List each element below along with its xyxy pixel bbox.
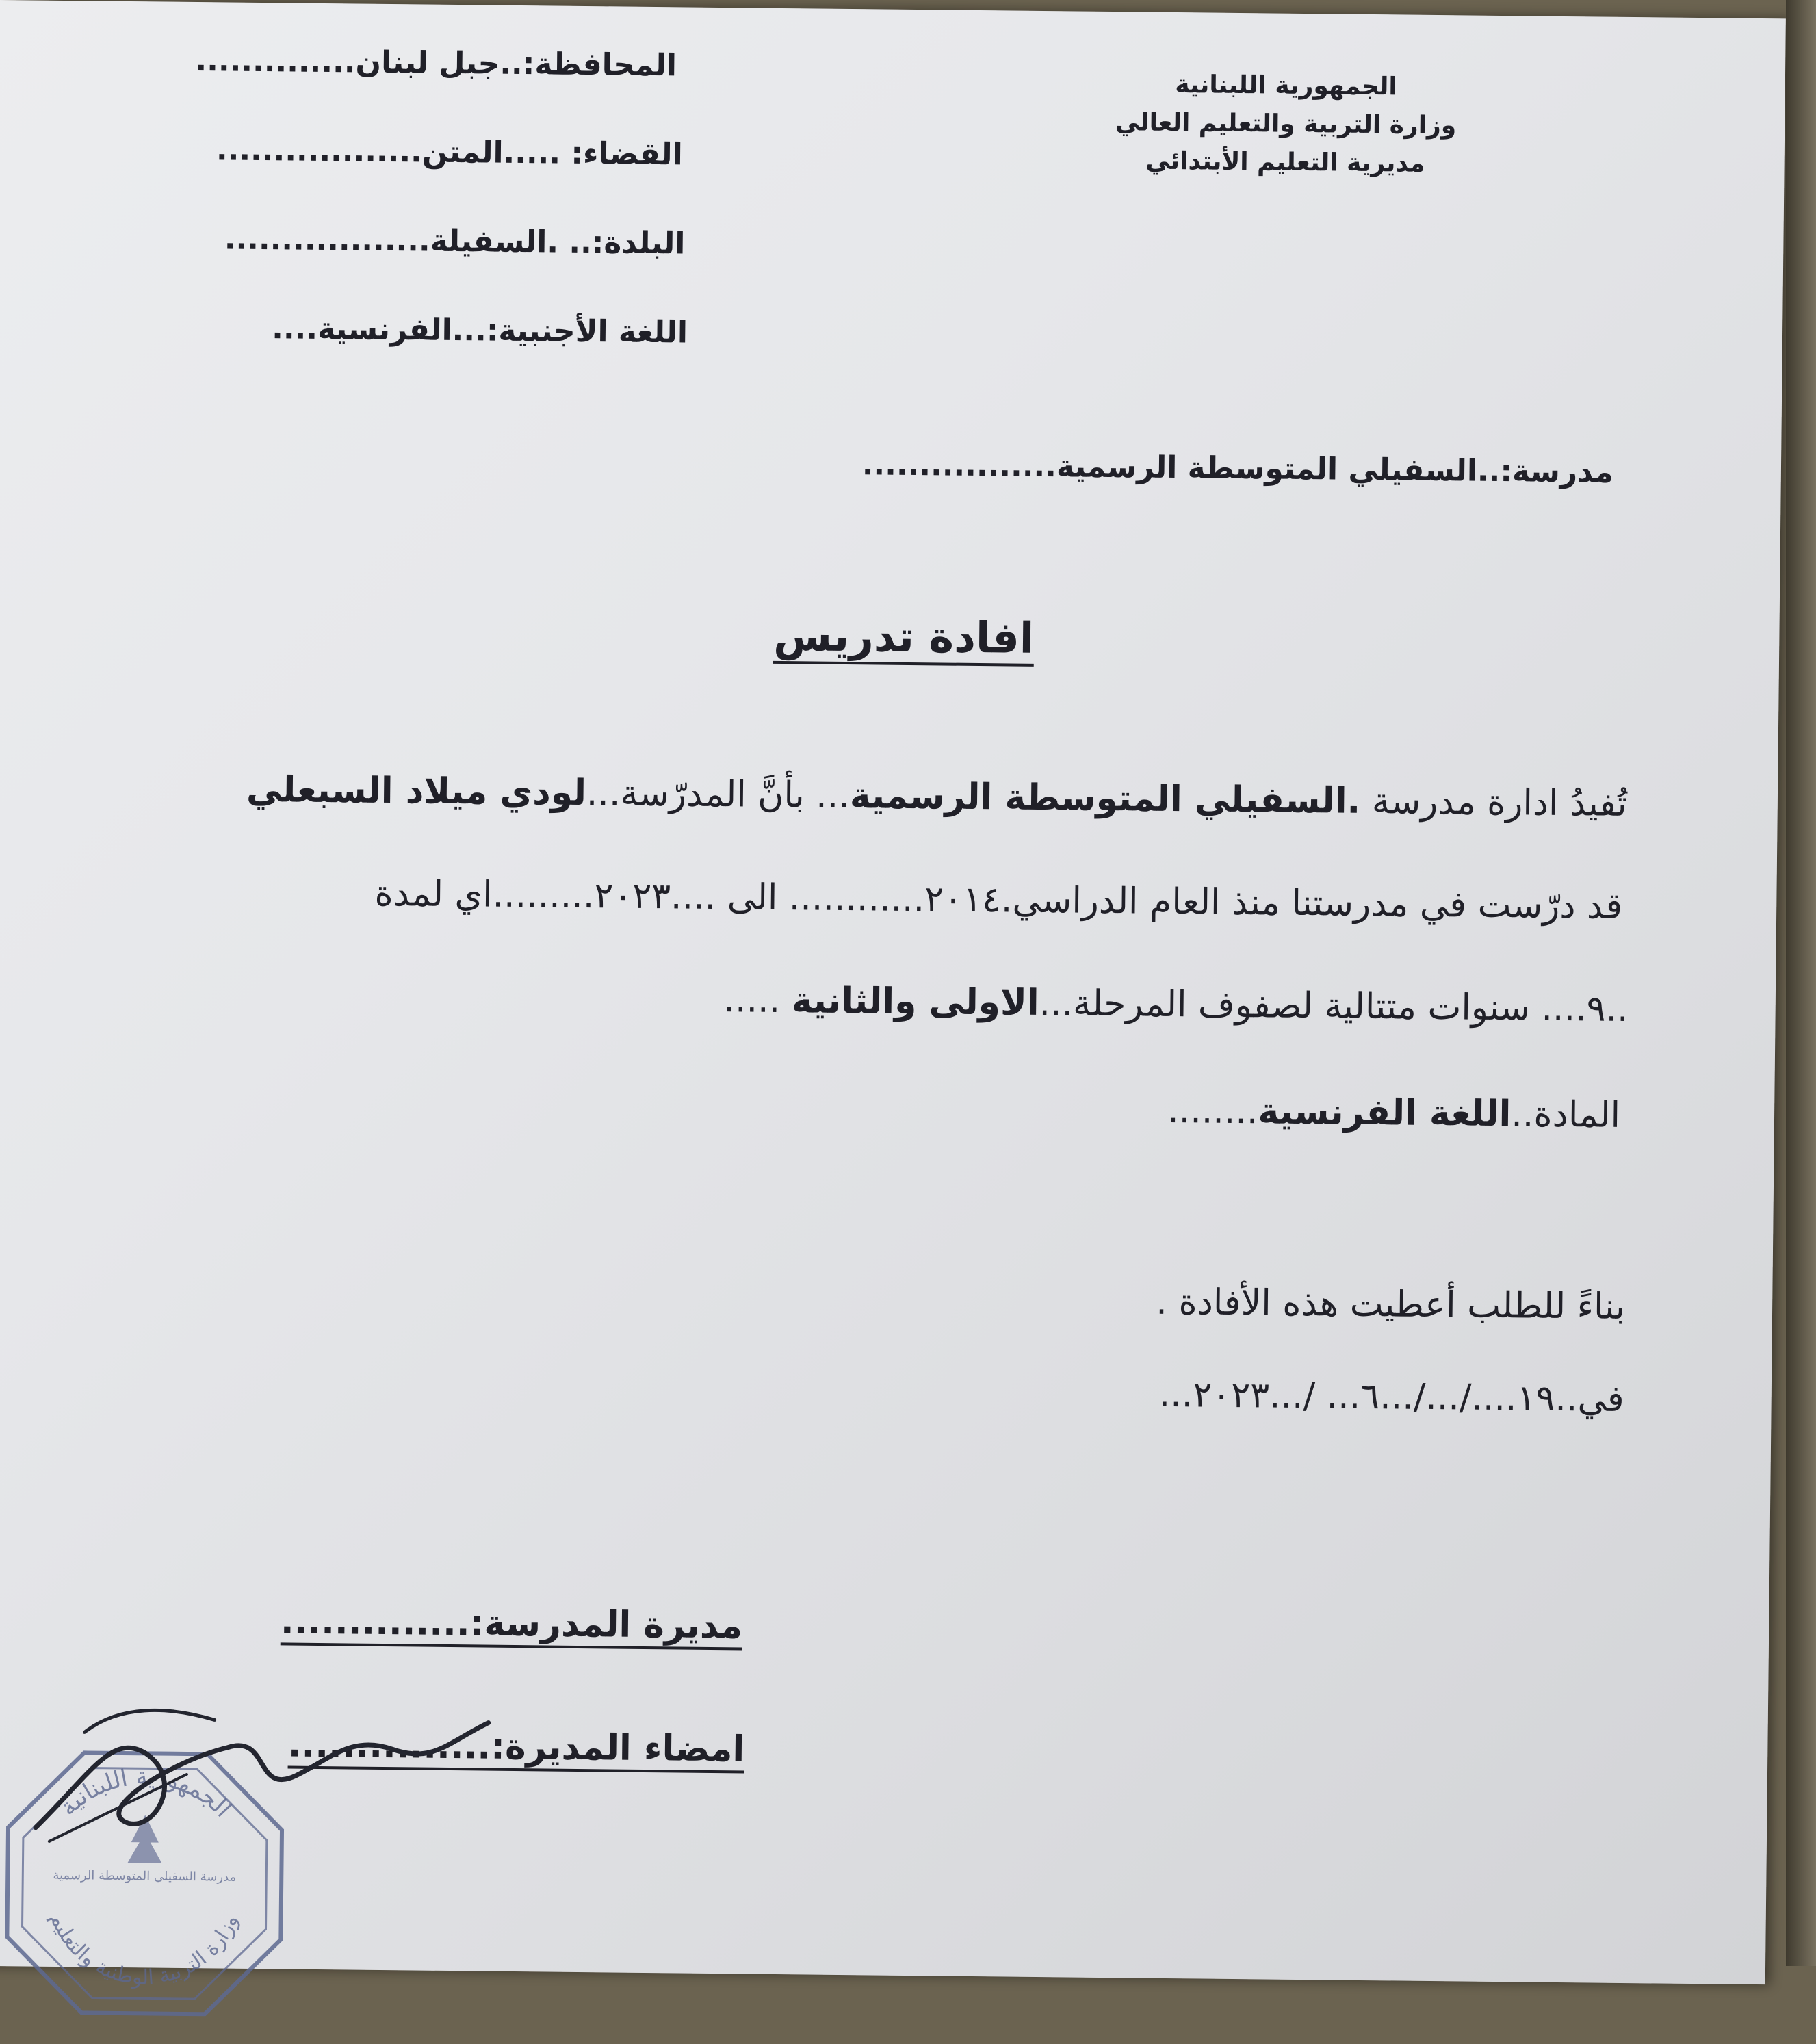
stamp-bottom-text: وزارة التربية الوطنية والتعليم xyxy=(44,1909,244,1990)
body-line-1-a: تُفيدُ ادارة مدرسة xyxy=(1360,780,1628,825)
director-label: مديرة المدرسة:.............. xyxy=(280,1601,743,1647)
governorate-field: المحافظة:..جبل لبنان.............. xyxy=(195,42,677,83)
document-title: افادة تدريس xyxy=(773,610,1035,663)
letterhead-directorate: مديرية التعليم الأبتدائي xyxy=(1145,146,1425,178)
body-line-2: قد درّست في مدرستنا منذ العام الدراسي.٢٠١٤............ الى ....٢٠٢٣.........اي لمدة xyxy=(374,872,1623,927)
subject-dots: ........ xyxy=(1167,1089,1258,1133)
school-name: .السفيلي المتوسطة الرسمية xyxy=(849,775,1361,822)
district-field: القضاء: .....المتن.................. xyxy=(216,132,683,172)
body-line-3 xyxy=(723,979,1629,1030)
stamp-center-text: مدرسة السفيلي المتوسطة الرسمية xyxy=(53,1867,237,1885)
school-line: مدرسة:..السفيلي المتوسطة الرسمية................. xyxy=(861,447,1614,490)
subject-label: المادة.. xyxy=(1511,1094,1621,1136)
teacher-name: لودي ميلاد السبعلي xyxy=(246,768,587,814)
date-line: في..١٩..../.../...٦... /...٢٠٢٣... xyxy=(1158,1373,1625,1420)
director-signature-label: امضاء المديرة:............... xyxy=(287,1724,745,1770)
subject-value: اللغة الفرنسية xyxy=(1258,1091,1512,1135)
body-line-1-b: ... بأنَّ المدرّسة... xyxy=(586,773,851,817)
foreign-language-field: اللغة الأجنبية:...الفرنسية.... xyxy=(272,311,688,350)
letterhead xyxy=(1115,66,1457,185)
background-surface xyxy=(1786,0,1816,1966)
handwritten-signature xyxy=(8,1690,503,1867)
subject-line xyxy=(1167,1090,1620,1136)
letterhead-republic: الجمهورية اللبنانية xyxy=(1175,70,1397,101)
years-count: ..٩.... سنوات متتالية لصفوف المرحلة... xyxy=(1039,982,1629,1030)
stamp-top-text: الجمهورية اللبنانية xyxy=(54,1763,237,1823)
request-line: بناءً للطلب أعطيت هذه الأفادة . xyxy=(1156,1281,1626,1328)
grade-levels: الاولى والثانية xyxy=(791,980,1039,1024)
town-field: البلدة:.. .السفيلة.................. xyxy=(224,221,686,261)
letterhead-ministry: وزارة التربية والتعليم العالي xyxy=(1115,108,1457,140)
body-line-1 xyxy=(246,769,1627,825)
body-line-3-c: ..... xyxy=(723,979,792,1022)
